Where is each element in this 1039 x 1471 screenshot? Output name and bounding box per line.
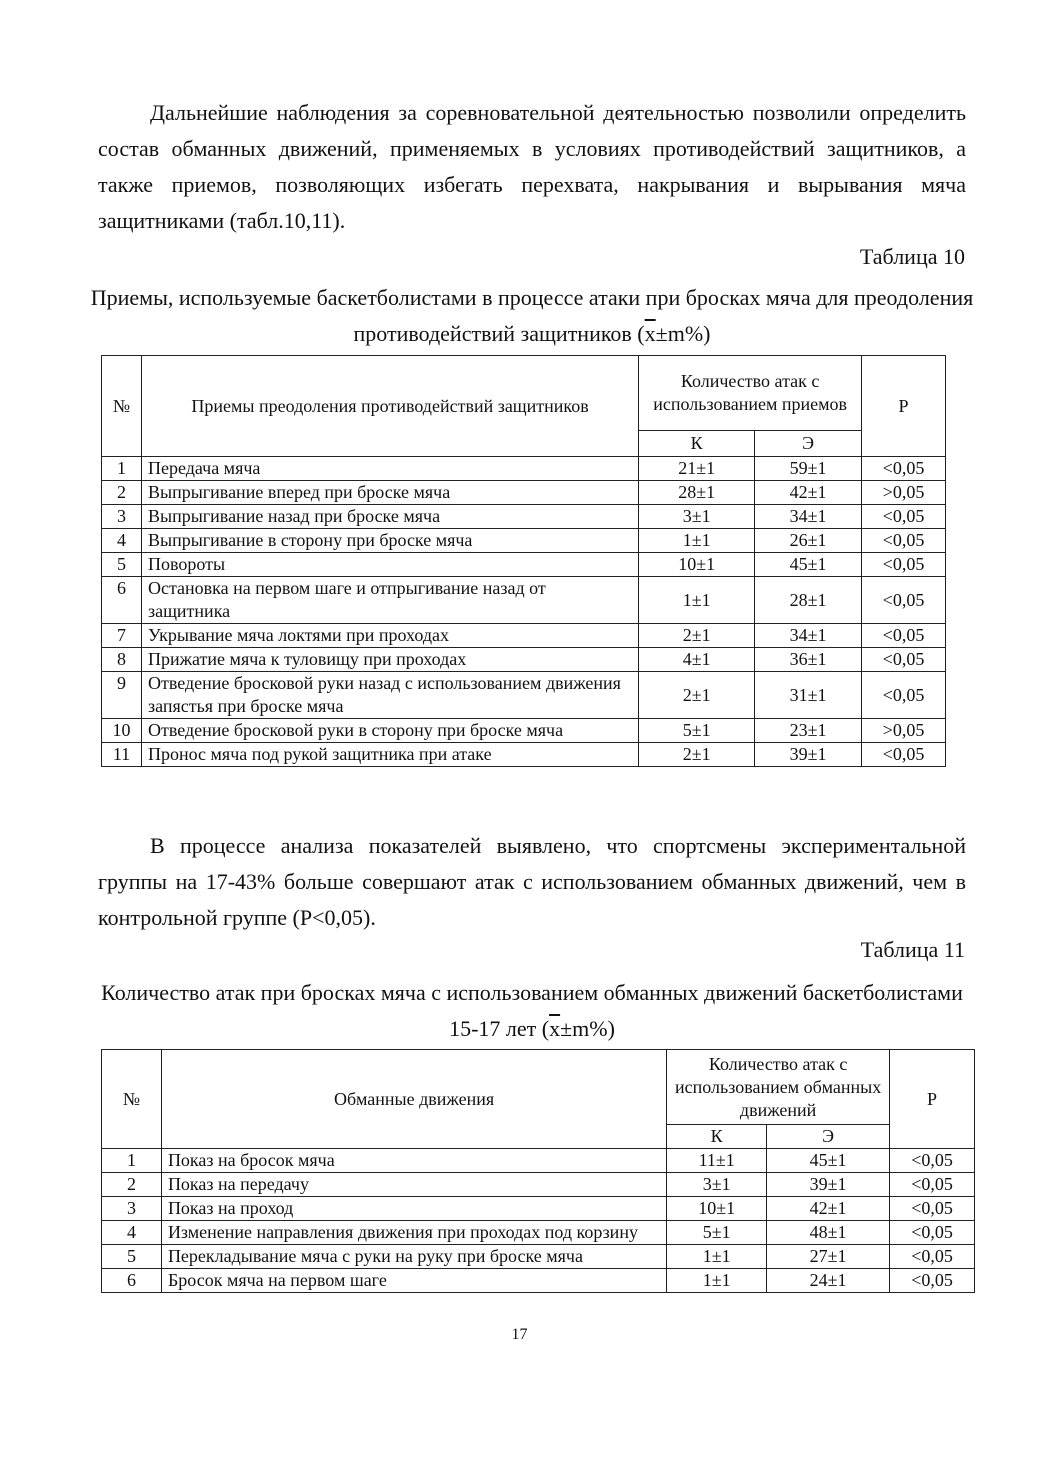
table-10-header-p: P <box>862 356 946 457</box>
row-number: 3 <box>102 1197 162 1221</box>
row-k: 2±1 <box>639 672 755 719</box>
row-name: Выпрыгивание вперед при броске мяча <box>141 481 638 505</box>
row-name: Остановка на первом шаге и отпрыгивание назад от защитника <box>141 577 638 624</box>
table-row <box>102 577 946 624</box>
table-row <box>102 624 946 648</box>
row-k: 2±1 <box>639 743 755 767</box>
table-11-title-text: Количество атак при бросках мяча с использованием обманных движений баскетболистами 15-17 лет ( <box>101 980 963 1041</box>
table-11-header-count: Количество атак с использованием обманных движений <box>667 1050 890 1125</box>
row-number: 6 <box>102 577 142 624</box>
table-10-title-tail: ±m%) <box>655 321 711 346</box>
row-p: <0,05 <box>890 1221 975 1245</box>
row-p: <0,05 <box>862 505 946 529</box>
row-number: 2 <box>102 1173 162 1197</box>
table-row <box>102 505 946 529</box>
row-e: 27±1 <box>767 1245 890 1269</box>
row-p: <0,05 <box>862 553 946 577</box>
row-name: Отведение бросковой руки назад с использованием движения запястья при броске мяча <box>141 672 638 719</box>
table-11-label: Таблица 11 <box>860 937 965 962</box>
row-number: 9 <box>102 672 142 719</box>
table-10-header-count: Количество атак с использованием приемов <box>639 356 862 431</box>
row-name: Укрывание мяча локтями при проходах <box>141 624 638 648</box>
row-p: <0,05 <box>862 743 946 767</box>
row-e: 45±1 <box>755 553 862 577</box>
row-p: <0,05 <box>890 1149 975 1173</box>
row-p: <0,05 <box>862 648 946 672</box>
row-name: Отведение бросковой руки в сторону при броске мяча <box>141 719 638 743</box>
row-p: <0,05 <box>890 1245 975 1269</box>
row-k: 1±1 <box>667 1269 767 1293</box>
row-name: Прижатие мяча к туловищу при проходах <box>141 648 638 672</box>
table-row <box>102 1269 975 1293</box>
row-e: 39±1 <box>755 743 862 767</box>
row-name: Перекладывание мяча с руки на руку при броске мяча <box>161 1245 666 1269</box>
table-row <box>102 481 946 505</box>
row-number: 8 <box>102 648 142 672</box>
table-row <box>102 743 946 767</box>
row-k: 10±1 <box>639 553 755 577</box>
table-11-header-k: К <box>667 1125 767 1149</box>
table-row <box>102 1197 975 1221</box>
row-k: 28±1 <box>639 481 755 505</box>
row-p: <0,05 <box>862 624 946 648</box>
row-k: 1±1 <box>639 577 755 624</box>
row-number: 1 <box>102 1149 162 1173</box>
table-11-title <box>90 975 974 1047</box>
paragraph-analysis: В процессе анализа показателей выявлено, что спортсмены экспериментальной группы на 17-43% больше совершают атак с использованием обманных движений, чем в контрольной группе (P<0,05). <box>98 833 966 930</box>
table-11-header-e: Э <box>767 1125 890 1149</box>
row-p: <0,05 <box>890 1197 975 1221</box>
table-11-title-tail: ±m%) <box>560 1016 615 1041</box>
page-number: 17 <box>511 1326 528 1343</box>
row-e: 34±1 <box>755 505 862 529</box>
paragraph-intro: Дальнейшие наблюдения за соревновательной деятельностью позволили определить состав обманных движений, применяемых в условиях противодействий защитников, а также приемов, позволяющих избегать перехвата, накрывания и вырывания мяча защитниками (табл.10,11). <box>98 100 966 233</box>
row-e: 59±1 <box>755 457 862 481</box>
table-row <box>102 1149 975 1173</box>
row-e: 36±1 <box>755 648 862 672</box>
row-name: Пронос мяча под рукой защитника при атаке <box>141 743 638 767</box>
row-e: 31±1 <box>755 672 862 719</box>
table-10 <box>101 355 946 767</box>
row-name: Бросок мяча на первом шаге <box>161 1269 666 1293</box>
row-p: >0,05 <box>862 719 946 743</box>
row-k: 10±1 <box>667 1197 767 1221</box>
row-p: <0,05 <box>862 529 946 553</box>
table-11-header-row <box>102 1050 975 1125</box>
table-row <box>102 1173 975 1197</box>
row-name: Повороты <box>141 553 638 577</box>
row-number: 6 <box>102 1269 162 1293</box>
row-name: Показ на передачу <box>161 1173 666 1197</box>
row-number: 7 <box>102 624 142 648</box>
row-name: Изменение направления движения при проходах под корзину <box>161 1221 666 1245</box>
row-number: 4 <box>102 529 142 553</box>
row-e: 42±1 <box>767 1197 890 1221</box>
table-11-header-name: Обманные движения <box>161 1050 666 1149</box>
row-p: <0,05 <box>862 457 946 481</box>
table-10-header-num: № <box>102 356 142 457</box>
table-10-header-name: Приемы преодоления противодействий защитников <box>141 356 638 457</box>
row-k: 4±1 <box>639 648 755 672</box>
row-e: 39±1 <box>767 1173 890 1197</box>
row-k: 2±1 <box>639 624 755 648</box>
table-11 <box>101 1049 975 1293</box>
row-number: 10 <box>102 719 142 743</box>
row-p: <0,05 <box>862 577 946 624</box>
table-row <box>102 648 946 672</box>
table-row <box>102 719 946 743</box>
row-k: 5±1 <box>667 1221 767 1245</box>
row-e: 24±1 <box>767 1269 890 1293</box>
row-name: Показ на проход <box>161 1197 666 1221</box>
row-k: 1±1 <box>667 1245 767 1269</box>
table-11-header-p: P <box>890 1050 975 1149</box>
row-name: Выпрыгивание в сторону при броске мяча <box>141 529 638 553</box>
row-number: 1 <box>102 457 142 481</box>
row-number: 3 <box>102 505 142 529</box>
table-row <box>102 553 946 577</box>
table-row <box>102 1221 975 1245</box>
row-e: 45±1 <box>767 1149 890 1173</box>
row-e: 34±1 <box>755 624 862 648</box>
table-row <box>102 1245 975 1269</box>
row-name: Передача мяча <box>141 457 638 481</box>
row-p: >0,05 <box>862 481 946 505</box>
row-number: 5 <box>102 1245 162 1269</box>
table-10-header-e: Э <box>755 431 862 457</box>
table-10-label: Таблица 10 <box>859 244 965 269</box>
row-k: 3±1 <box>639 505 755 529</box>
row-e: 48±1 <box>767 1221 890 1245</box>
row-number: 11 <box>102 743 142 767</box>
row-e: 23±1 <box>755 719 862 743</box>
row-p: <0,05 <box>890 1173 975 1197</box>
row-k: 11±1 <box>667 1149 767 1173</box>
table-11-title-xbar: $\overline{x}$ <box>549 1016 561 1041</box>
row-e: 28±1 <box>755 577 862 624</box>
row-number: 5 <box>102 553 142 577</box>
table-row <box>102 672 946 719</box>
row-k: 1±1 <box>639 529 755 553</box>
table-11-header-num: № <box>102 1050 162 1149</box>
row-number: 4 <box>102 1221 162 1245</box>
row-p: <0,05 <box>862 672 946 719</box>
row-e: 26±1 <box>755 529 862 553</box>
row-number: 2 <box>102 481 142 505</box>
row-name: Выпрыгивание назад при броске мяча <box>141 505 638 529</box>
row-k: 5±1 <box>639 719 755 743</box>
table-10-header-k: К <box>639 431 755 457</box>
row-e: 42±1 <box>755 481 862 505</box>
table-row <box>102 457 946 481</box>
table-10-header-row <box>102 356 946 431</box>
row-p: <0,05 <box>890 1269 975 1293</box>
table-10-title-xbar: $\overline{x}$ <box>644 321 656 346</box>
row-k: 3±1 <box>667 1173 767 1197</box>
row-k: 21±1 <box>639 457 755 481</box>
table-10-title-text: Приемы, используемые баскетболистами в процессе атаки при бросках мяча для преодоления противодействий защитников ( <box>90 285 974 346</box>
table-10-title <box>90 280 974 352</box>
row-name: Показ на бросок мяча <box>161 1149 666 1173</box>
table-row <box>102 529 946 553</box>
